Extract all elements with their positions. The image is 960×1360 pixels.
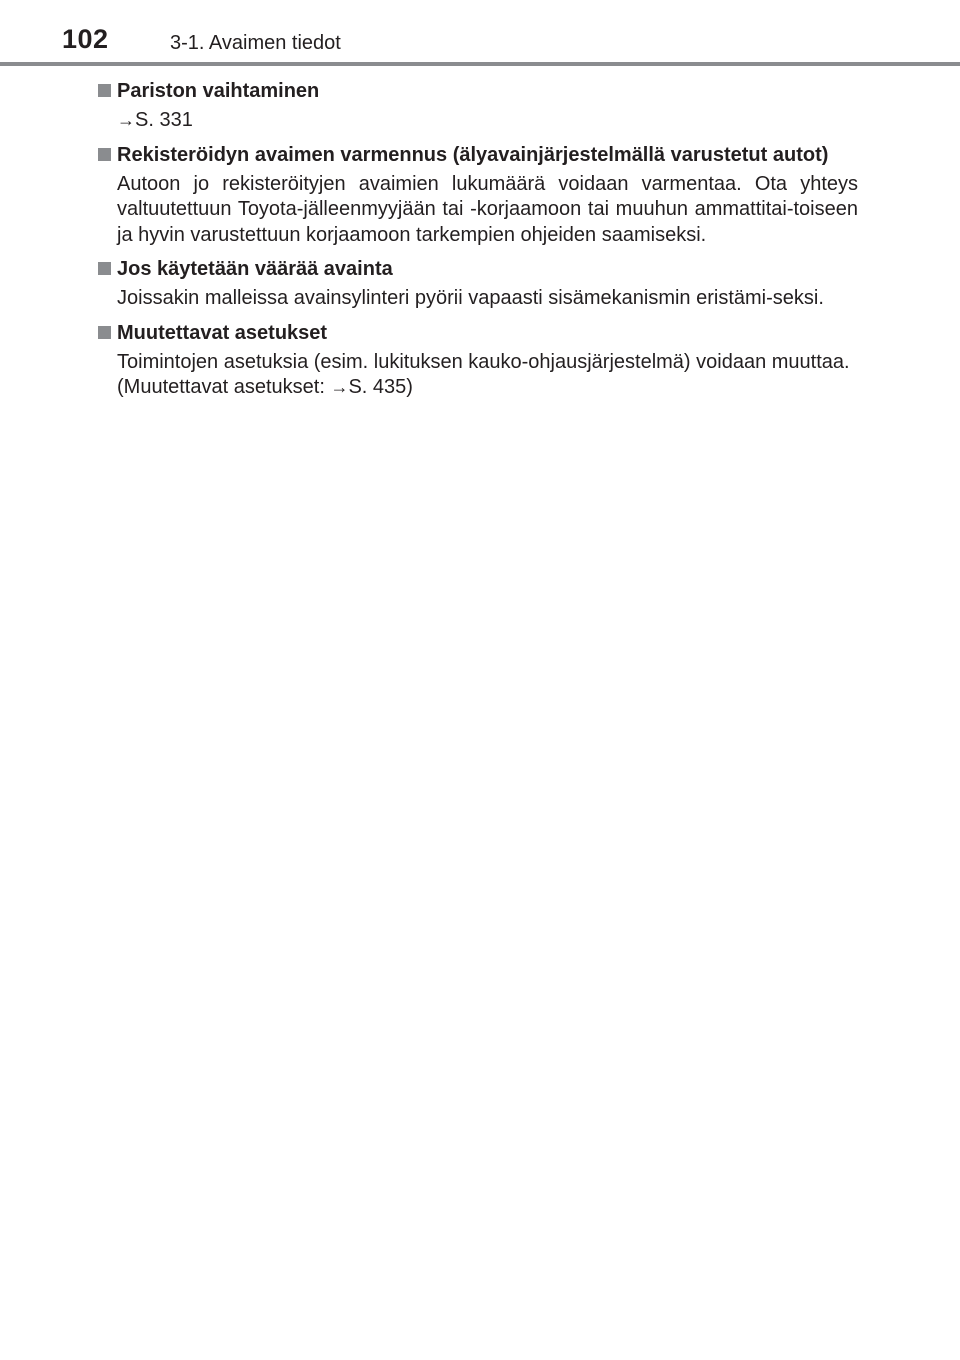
section-body-text: Autoon jo rekisteröityjen avaimien lukumäärä voidaan varmentaa. Ota yhteys valtuutettuun Toyota-jälleenmyyjään tai -korjaamoon tai muuhun ammattitai-toiseen ja hyvin varustettuun korjaamoon tarkempien ohjeiden saamiseksi.: [117, 172, 858, 246]
page-number: 102: [62, 24, 109, 54]
page-reference: [96, 108, 858, 134]
section-wrong-key: [96, 256, 858, 312]
section-heading: [96, 78, 858, 104]
page-reference-text: S. 331: [135, 109, 193, 131]
page-reference-prefix: (Muutettavat asetukset:: [117, 376, 331, 398]
page-reference: [117, 375, 858, 401]
section-body-text: Toimintojen asetuksia (esim. lukituksen kauko-ohjausjärjestelmä) voidaan muuttaa.: [117, 350, 850, 373]
header-divider: [0, 62, 960, 66]
section-body-text: Joissakin malleissa avainsylinteri pyörii vapaasti sisämekanismin eristämi-seksi.: [117, 287, 824, 309]
square-bullet-icon: [98, 84, 111, 97]
section-heading-text: Muutettavat asetukset: [117, 321, 328, 344]
page-header: [0, 0, 960, 66]
section-body: [96, 350, 858, 401]
section-heading-text: Rekisteröidyn avaimen varmennus (älyavainjärjestelmällä varustetut autot): [117, 143, 829, 166]
section-battery-replacement: [96, 78, 858, 134]
arrow-right-icon: →: [330, 377, 349, 397]
section-heading: [96, 256, 858, 282]
section-heading-text: Jos käytetään väärää avainta: [117, 258, 393, 280]
section-heading: [96, 142, 858, 168]
page-content: [96, 78, 858, 409]
section-heading-text: Pariston vaihtaminen: [117, 80, 320, 102]
square-bullet-icon: [98, 326, 111, 339]
square-bullet-icon: [98, 262, 111, 275]
square-bullet-icon: [98, 148, 111, 161]
section-heading: [96, 320, 858, 346]
section-title: 3-1. Avaimen tiedot: [170, 32, 341, 54]
page-reference-text: S. 435): [348, 376, 413, 398]
section-key-verification: [96, 142, 858, 249]
arrow-right-icon: →: [117, 110, 135, 130]
section-customizable-settings: [96, 320, 858, 401]
